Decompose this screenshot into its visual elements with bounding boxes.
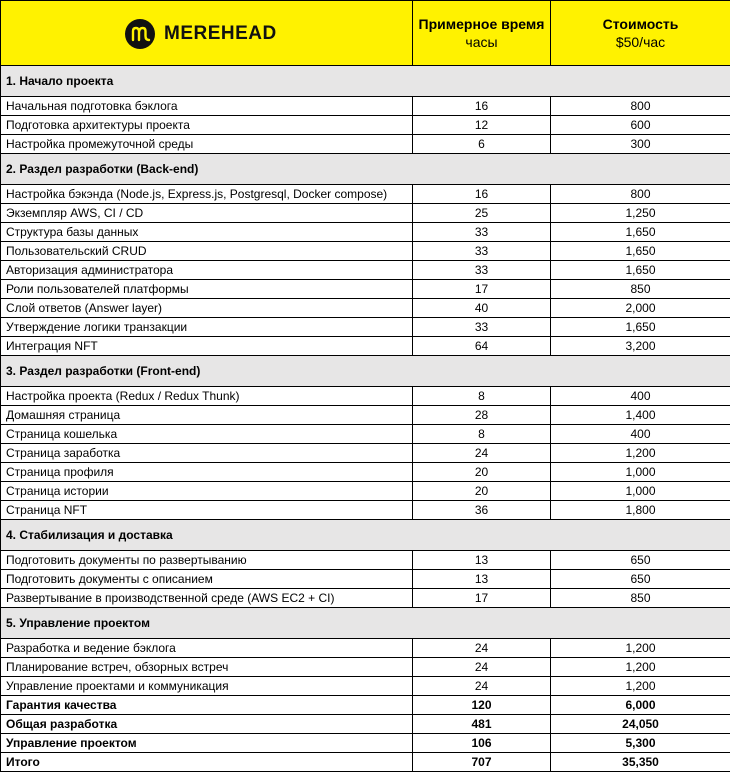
total-name: Гарантия качества <box>1 696 413 715</box>
section-spacer <box>413 608 551 639</box>
cost-header <box>551 1 730 66</box>
table-row <box>1 463 730 482</box>
task-hours: 25 <box>413 204 551 223</box>
table-row <box>1 425 730 444</box>
task-cost: 1,200 <box>551 639 730 658</box>
table-row <box>1 97 730 116</box>
task-name: Развертывание в производственной среде (AWS EC2 + CI) <box>1 589 413 608</box>
task-name: Подготовить документы по развертыванию <box>1 551 413 570</box>
task-hours: 20 <box>413 463 551 482</box>
task-cost: 1,800 <box>551 501 730 520</box>
task-cost: 1,250 <box>551 204 730 223</box>
task-cost: 800 <box>551 185 730 204</box>
time-header-unit: часы <box>465 34 498 50</box>
task-name: Страница заработка <box>1 444 413 463</box>
task-hours: 8 <box>413 425 551 444</box>
logo-cell <box>1 1 413 66</box>
section-row <box>1 356 730 387</box>
time-header-title: Примерное время <box>418 16 545 32</box>
total-hours: 707 <box>413 753 551 772</box>
task-hours: 13 <box>413 570 551 589</box>
task-name: Авторизация администратора <box>1 261 413 280</box>
task-hours: 24 <box>413 639 551 658</box>
table-row <box>1 677 730 696</box>
total-hours: 106 <box>413 734 551 753</box>
section-spacer <box>413 66 551 97</box>
task-hours: 33 <box>413 261 551 280</box>
task-name: Экземпляр AWS, CI / CD <box>1 204 413 223</box>
task-cost: 1,200 <box>551 677 730 696</box>
table-row <box>1 337 730 356</box>
task-cost: 850 <box>551 280 730 299</box>
section-title: 3. Раздел разработки (Front-end) <box>1 356 413 387</box>
task-name: Утверждение логики транзакции <box>1 318 413 337</box>
task-hours: 40 <box>413 299 551 318</box>
logo-text: MEREHEAD <box>164 23 277 44</box>
task-hours: 64 <box>413 337 551 356</box>
task-name: Слой ответов (Answer layer) <box>1 299 413 318</box>
table-row <box>1 135 730 154</box>
table-row <box>1 299 730 318</box>
total-name: Управление проектом <box>1 734 413 753</box>
total-name: Итого <box>1 753 413 772</box>
task-cost: 1,000 <box>551 463 730 482</box>
table-row <box>1 501 730 520</box>
table-row <box>1 204 730 223</box>
total-cost: 6,000 <box>551 696 730 715</box>
task-hours: 24 <box>413 444 551 463</box>
task-name: Подготовка архитектуры проекта <box>1 116 413 135</box>
task-name: Страница NFT <box>1 501 413 520</box>
section-spacer <box>413 356 551 387</box>
total-row <box>1 715 730 734</box>
total-cost: 24,050 <box>551 715 730 734</box>
task-hours: 12 <box>413 116 551 135</box>
task-cost: 1,650 <box>551 318 730 337</box>
task-name: Управление проектами и коммуникация <box>1 677 413 696</box>
table-row <box>1 387 730 406</box>
total-row <box>1 696 730 715</box>
task-hours: 8 <box>413 387 551 406</box>
task-hours: 24 <box>413 658 551 677</box>
task-name: Разработка и ведение бэклога <box>1 639 413 658</box>
total-cost: 35,350 <box>551 753 730 772</box>
task-cost: 3,200 <box>551 337 730 356</box>
task-name: Настройка бэкэнда (Node.js, Express.js, Postgresql, Docker compose) <box>1 185 413 204</box>
task-name: Структура базы данных <box>1 223 413 242</box>
task-name: Планирование встреч, обзорных встреч <box>1 658 413 677</box>
table-row <box>1 185 730 204</box>
section-row <box>1 608 730 639</box>
task-name: Настройка проекта (Redux / Redux Thunk) <box>1 387 413 406</box>
task-cost: 400 <box>551 425 730 444</box>
section-spacer <box>551 66 730 97</box>
table-row <box>1 116 730 135</box>
total-name: Общая разработка <box>1 715 413 734</box>
task-hours: 13 <box>413 551 551 570</box>
section-row <box>1 520 730 551</box>
cost-header-title: Стоимость <box>602 16 679 32</box>
task-name: Пользовательский CRUD <box>1 242 413 261</box>
task-hours: 28 <box>413 406 551 425</box>
task-hours: 36 <box>413 501 551 520</box>
total-row <box>1 734 730 753</box>
task-hours: 33 <box>413 242 551 261</box>
task-hours: 17 <box>413 589 551 608</box>
task-cost: 650 <box>551 570 730 589</box>
merehead-logo <box>125 19 277 49</box>
task-hours: 16 <box>413 97 551 116</box>
task-hours: 6 <box>413 135 551 154</box>
table-row <box>1 444 730 463</box>
task-cost: 600 <box>551 116 730 135</box>
table-row <box>1 482 730 501</box>
task-name: Страница кошелька <box>1 425 413 444</box>
section-row <box>1 66 730 97</box>
section-spacer <box>413 520 551 551</box>
task-name: Подготовить документы с описанием <box>1 570 413 589</box>
task-name: Начальная подготовка бэклога <box>1 97 413 116</box>
section-spacer <box>551 356 730 387</box>
section-spacer <box>551 520 730 551</box>
total-hours: 481 <box>413 715 551 734</box>
table-row <box>1 242 730 261</box>
task-hours: 17 <box>413 280 551 299</box>
task-hours: 33 <box>413 223 551 242</box>
section-title: 5. Управление проектом <box>1 608 413 639</box>
section-spacer <box>551 608 730 639</box>
task-hours: 24 <box>413 677 551 696</box>
section-row <box>1 154 730 185</box>
task-name: Домашняя страница <box>1 406 413 425</box>
task-cost: 1,000 <box>551 482 730 501</box>
task-hours: 20 <box>413 482 551 501</box>
task-cost: 2,000 <box>551 299 730 318</box>
time-header <box>413 1 551 66</box>
task-hours: 33 <box>413 318 551 337</box>
table-row <box>1 639 730 658</box>
table-row <box>1 318 730 337</box>
task-cost: 850 <box>551 589 730 608</box>
section-spacer <box>551 154 730 185</box>
task-cost: 800 <box>551 97 730 116</box>
table-row <box>1 280 730 299</box>
task-name: Роли пользователей платформы <box>1 280 413 299</box>
table-row <box>1 406 730 425</box>
section-title: 4. Стабилизация и доставка <box>1 520 413 551</box>
task-name: Страница истории <box>1 482 413 501</box>
task-cost: 650 <box>551 551 730 570</box>
task-cost: 1,650 <box>551 242 730 261</box>
task-cost: 300 <box>551 135 730 154</box>
task-cost: 1,400 <box>551 406 730 425</box>
task-cost: 1,200 <box>551 658 730 677</box>
section-title: 1. Начало проекта <box>1 66 413 97</box>
task-cost: 1,200 <box>551 444 730 463</box>
section-spacer <box>413 154 551 185</box>
task-cost: 1,650 <box>551 261 730 280</box>
merehead-logo-icon <box>125 19 155 49</box>
table-row <box>1 223 730 242</box>
task-name: Интеграция NFT <box>1 337 413 356</box>
cost-header-unit: $50/час <box>615 34 666 50</box>
total-cost: 5,300 <box>551 734 730 753</box>
task-cost: 1,650 <box>551 223 730 242</box>
task-cost: 400 <box>551 387 730 406</box>
table-row <box>1 551 730 570</box>
table-row <box>1 589 730 608</box>
table-row <box>1 570 730 589</box>
table-row <box>1 658 730 677</box>
table-row <box>1 261 730 280</box>
table-header-row <box>1 1 730 66</box>
section-title: 2. Раздел разработки (Back-end) <box>1 154 413 185</box>
total-hours: 120 <box>413 696 551 715</box>
task-name: Настройка промежуточной среды <box>1 135 413 154</box>
task-hours: 16 <box>413 185 551 204</box>
total-row <box>1 753 730 772</box>
task-name: Страница профиля <box>1 463 413 482</box>
